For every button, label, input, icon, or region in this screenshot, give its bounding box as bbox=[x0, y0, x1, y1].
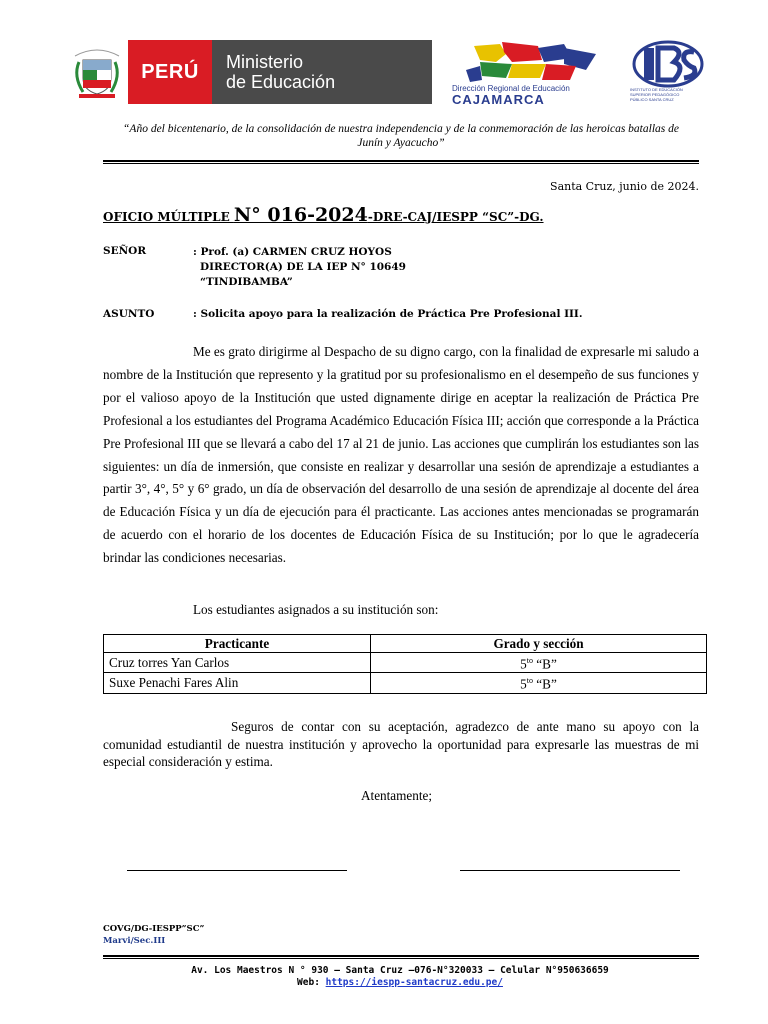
ministry-line2: de Educación bbox=[226, 72, 336, 92]
footer-web bbox=[0, 977, 768, 988]
table-row bbox=[104, 653, 707, 673]
header-grado: Grado y sección bbox=[371, 635, 707, 653]
minedu-logo bbox=[66, 40, 432, 104]
student-name: Suxe Penachi Fares Alin bbox=[104, 673, 371, 693]
year-motto: “Año del bicentenario, de la consolidación de nuestra independencia y de la conmemoración de las heroicas batallas de Junín y Ayacucho” bbox=[123, 123, 679, 149]
drec-map-icon bbox=[446, 40, 610, 86]
oficio-number: N° 016-2024 bbox=[233, 204, 368, 226]
drec-line1: Dirección Regional de Educación bbox=[452, 84, 570, 93]
addressee-name: : Prof. (a) CARMEN CRUZ HOYOS bbox=[193, 246, 392, 258]
oficio-prefix: OFICIO MÚLTIPLE bbox=[103, 210, 234, 224]
subject-value: : Solicita apoyo para la realización de Práctica Pre Profesional III. bbox=[193, 308, 583, 320]
peru-shield-icon bbox=[66, 40, 128, 104]
reference-initials: COVG/DG-IESPP”SC” bbox=[103, 924, 205, 934]
signature-line-left bbox=[127, 870, 347, 871]
addressee-position: DIRECTOR(A) DE LA IEP N° 10649 bbox=[200, 261, 406, 273]
header-practicante: Practicante bbox=[104, 635, 371, 653]
web-label: Web: bbox=[297, 977, 326, 988]
student-name: Cruz torres Yan Carlos bbox=[104, 653, 371, 673]
oficio-suffix: -DRE-CAJ/IESPP “SC”-DG. bbox=[367, 210, 544, 224]
table-header-row bbox=[104, 635, 707, 653]
reference-secretary: Marvi/Sec.III bbox=[103, 936, 166, 946]
grade-number: 5 bbox=[520, 676, 527, 692]
grade-number: 5 bbox=[520, 656, 527, 672]
grade-section: “B” bbox=[533, 676, 557, 692]
closing-paragraph: Seguros de contar con su aceptación, agradezco de ante mano su apoyo con la comunidad estudiantil de nuestra institución y aprovecho la oportunidad para expresarle las muestras de mi especial consideración y estima. bbox=[103, 719, 699, 769]
grade-section: “B” bbox=[533, 656, 557, 672]
header-divider bbox=[103, 160, 699, 162]
drec-line2: CAJAMARCA bbox=[452, 92, 545, 107]
peru-label: PERÚ bbox=[128, 40, 212, 104]
addressee-school: “TINDIBAMBA” bbox=[200, 276, 293, 288]
assigned-intro: Los estudiantes asignados a su institución son: bbox=[193, 602, 439, 617]
letter-body: Me es grato dirigirme al Despacho de su digno cargo, con la finalidad de expresarle mi saludo a nombre de la Institución que represento y la gratitud por su profesionalismo en el desempeño de sus funciones y por el valioso apoyo de la Institución que usted dignamente dirige en aceptar la realización de Práctica Pre Profesional a los estudiantes del Programa Académico Educación Física III; acción que corresponde a la Práctica Pre Profesional III que se llevará a cabo del 17 al 21 de junio. Las acciones que cumplirán los estudiantes son las siguientes: un día de inmersión, que consiste en realizar y desarrollar una sesión de aprendizaje a estudiantes a partir 3°, 4°, 5° y 6° grado, un día de observación del desarrollo de una sesión de aprendizaje al docente del área de Educación Física y un día de ejecución para él practicante. Las acciones antes mencionadas se programarán de acuerdo con el horario de los docentes de Educación Física de su Institución; por lo que le agradecería brindar las condiciones necesarias. bbox=[103, 344, 699, 566]
header-divider-thin bbox=[103, 163, 699, 164]
student-grade bbox=[371, 673, 707, 693]
website-link[interactable]: https://iespp-santacruz.edu.pe/ bbox=[325, 977, 503, 988]
iespp-caption: INSTITUTO DE EDUCACIÓN SUPERIOR PEDAGÓGICO PÚBLICO SANTA CRUZ bbox=[630, 87, 683, 102]
signature-line-right bbox=[460, 870, 680, 871]
ministry-line1: Ministerio bbox=[226, 52, 304, 72]
sign-off: Atentamente; bbox=[361, 788, 433, 803]
subject-label: ASUNTO bbox=[103, 308, 155, 320]
footer-divider bbox=[103, 955, 699, 957]
grade-ordinal: to bbox=[526, 676, 533, 686]
footer-divider-thin bbox=[103, 958, 699, 959]
ministry-name bbox=[212, 40, 432, 104]
addressee-block bbox=[193, 245, 406, 290]
iespp-logo bbox=[628, 40, 710, 104]
students-table bbox=[103, 634, 707, 694]
grade-ordinal: to bbox=[526, 656, 533, 665]
document-title bbox=[103, 204, 544, 226]
city-date: Santa Cruz, junio de 2024. bbox=[550, 180, 699, 193]
table-row bbox=[104, 673, 707, 693]
student-grade bbox=[371, 653, 707, 673]
drec-cajamarca-logo bbox=[446, 40, 610, 107]
addressee-label: SEÑOR bbox=[103, 245, 147, 257]
footer-address: Av. Los Maestros N ° 930 – Santa Cruz –076-N°320033 – Celular N°950636659 bbox=[191, 965, 609, 976]
